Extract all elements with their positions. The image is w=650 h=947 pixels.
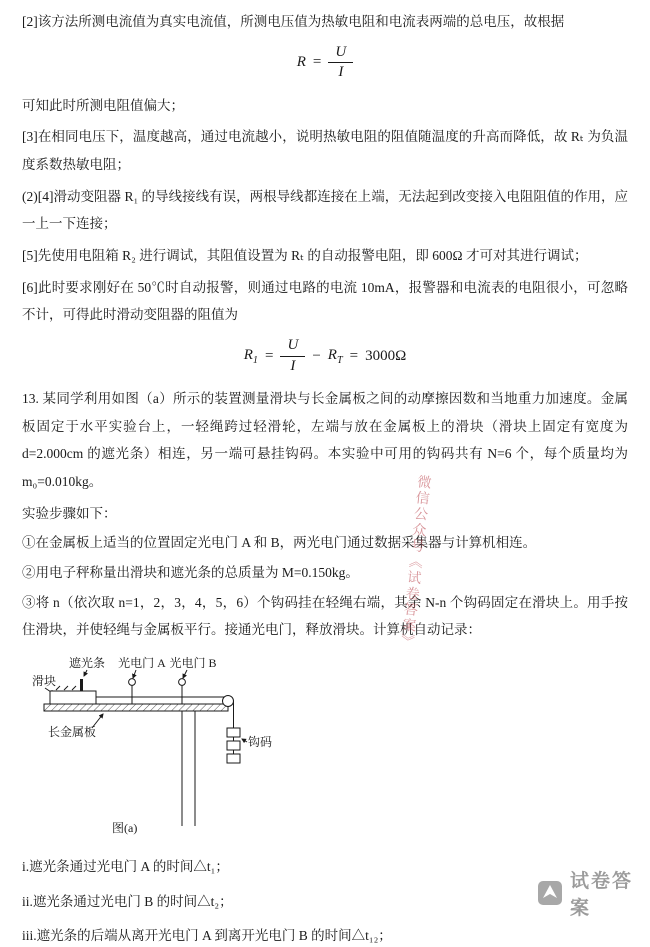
- formula2-equals-1: =: [265, 347, 274, 364]
- answer-2-text: [2]该方法所测电流值为真实电流值，所测电压值为热敏电阻和电流表两端的总电压，故根据: [22, 14, 565, 29]
- formula1-fraction: [328, 43, 353, 83]
- answer-2-conclusion: 可知此时所测电阻值偏大；: [22, 97, 184, 113]
- formula2-fraction: [280, 336, 305, 376]
- gate-b-label: 光电门 B: [169, 656, 217, 671]
- formula-rheostat: [22, 336, 628, 376]
- formula2-minus: −: [312, 347, 321, 364]
- slider-label: 滑块: [32, 674, 57, 689]
- label-arrows: [45, 670, 187, 694]
- record-iii: iii.遮光条的后端从离开光电门 A 到离开光电门 B 的时间△t₁₂；: [22, 928, 392, 944]
- strip-label: 遮光条: [68, 656, 106, 671]
- gate-a-label: 光电门 A: [118, 656, 166, 671]
- shutter-strip: [80, 679, 83, 691]
- step-1: ①在金属板上适当的位置固定光电门 A 和 B，两光电门通过数据采集器与计算机相连。: [22, 535, 537, 551]
- figure-caption: 图(a): [112, 821, 138, 836]
- steps-intro: 实验步骤如下：: [22, 505, 117, 521]
- answer-3-text: [3]在相同电压下，温度越高，通过电流越小，说明热敏电阻的阻值随温度的升高而降低，故 Rₜ 为负温度系数热敏电阻；: [22, 129, 628, 173]
- stand-legs: [182, 711, 195, 826]
- weight-stack: [227, 724, 240, 763]
- weights-arrow: [242, 739, 247, 742]
- step-3: ③将 n（依次取 n=1，2，3，4，5，6）个钩码挂在轻绳右端，其余 N-n 个钩码固定在滑块上。用手按住滑块，并使轻绳与金属板平行。接通光电门，释放滑块。计算机自动记录：: [22, 594, 628, 638]
- block-hatch-marks: [56, 686, 76, 690]
- formula1-numerator: U: [328, 43, 353, 64]
- answer-4-text: (2)[4]滑动变阻器 R₁ 的导线接线有误，两根导线都连接在上端，无法起到改变接入电阻阻值的作用，应一上一下连接；: [22, 188, 628, 232]
- bottom-watermark-text: 试卷答案: [570, 871, 634, 919]
- record-ii: ii.遮光条通过光电门 B 的时间△t₂；: [22, 893, 233, 909]
- plate-arrow: [92, 714, 103, 728]
- plate-label: 长金属板: [48, 725, 97, 740]
- metal-plate: [44, 704, 228, 711]
- formula1-denominator: I: [338, 64, 344, 81]
- formula2-rt: $R_T$: [327, 346, 343, 366]
- formula2-lhs: $R_1$: [243, 346, 258, 366]
- answer-5-text: [5]先使用电阻箱 R₂ 进行调试，其阻值设置为 Rₜ 的自动报警电阻，即 600Ω 才可对其进行调试；: [22, 248, 588, 264]
- watermark-logo-icon: [536, 879, 564, 907]
- step-2: ②用电子秤称量出滑块和遮光条的总质量为 M=0.150kg。: [22, 565, 359, 581]
- formula-resistance: [22, 43, 628, 83]
- weights-label: 钩码: [248, 735, 273, 750]
- question-13-stem: 13. 某同学利用如图（a）所示的装置测量滑块与长金属板之间的动摩擦因数和当地重力加速度。金属板固定于水平实验台上，一轻绳跨过轻滑轮，左端与放在金属板上的滑块（滑块上固定有宽度为 d=2.000cm 的遮光条）相连，另一端可悬挂钩码。本实验中可用的钩码共有 N=6 个，每个质量均为 m₀=0.010kg。: [22, 391, 628, 490]
- formula2-result: 3000Ω: [365, 347, 407, 364]
- bottom-watermark: [536, 866, 650, 920]
- photogate-a: [129, 679, 136, 704]
- side-watermark: 微信公众号《试卷答案》: [397, 473, 432, 651]
- formula2-numerator: U: [280, 336, 305, 357]
- photogate-b: [179, 679, 186, 704]
- answer-6-text: [6]此时要求刚好在 50℃时自动报警，则通过电路的电流 10mA，报警器和电流表的电阻很小，可忽略不计，可得此时滑动变阻器的阻值为: [22, 279, 628, 323]
- record-i: i.遮光条通过光电门 A 的时间△t₁；: [22, 859, 229, 875]
- formula1-equals: =: [312, 54, 322, 71]
- formula2-denominator: I: [290, 357, 296, 374]
- slider-block: [50, 691, 96, 704]
- apparatus-figure: [30, 654, 628, 842]
- apparatus-diagram: [30, 654, 280, 838]
- formula2-equals-2: =: [349, 347, 359, 364]
- formula1-lhs: R: [296, 54, 306, 71]
